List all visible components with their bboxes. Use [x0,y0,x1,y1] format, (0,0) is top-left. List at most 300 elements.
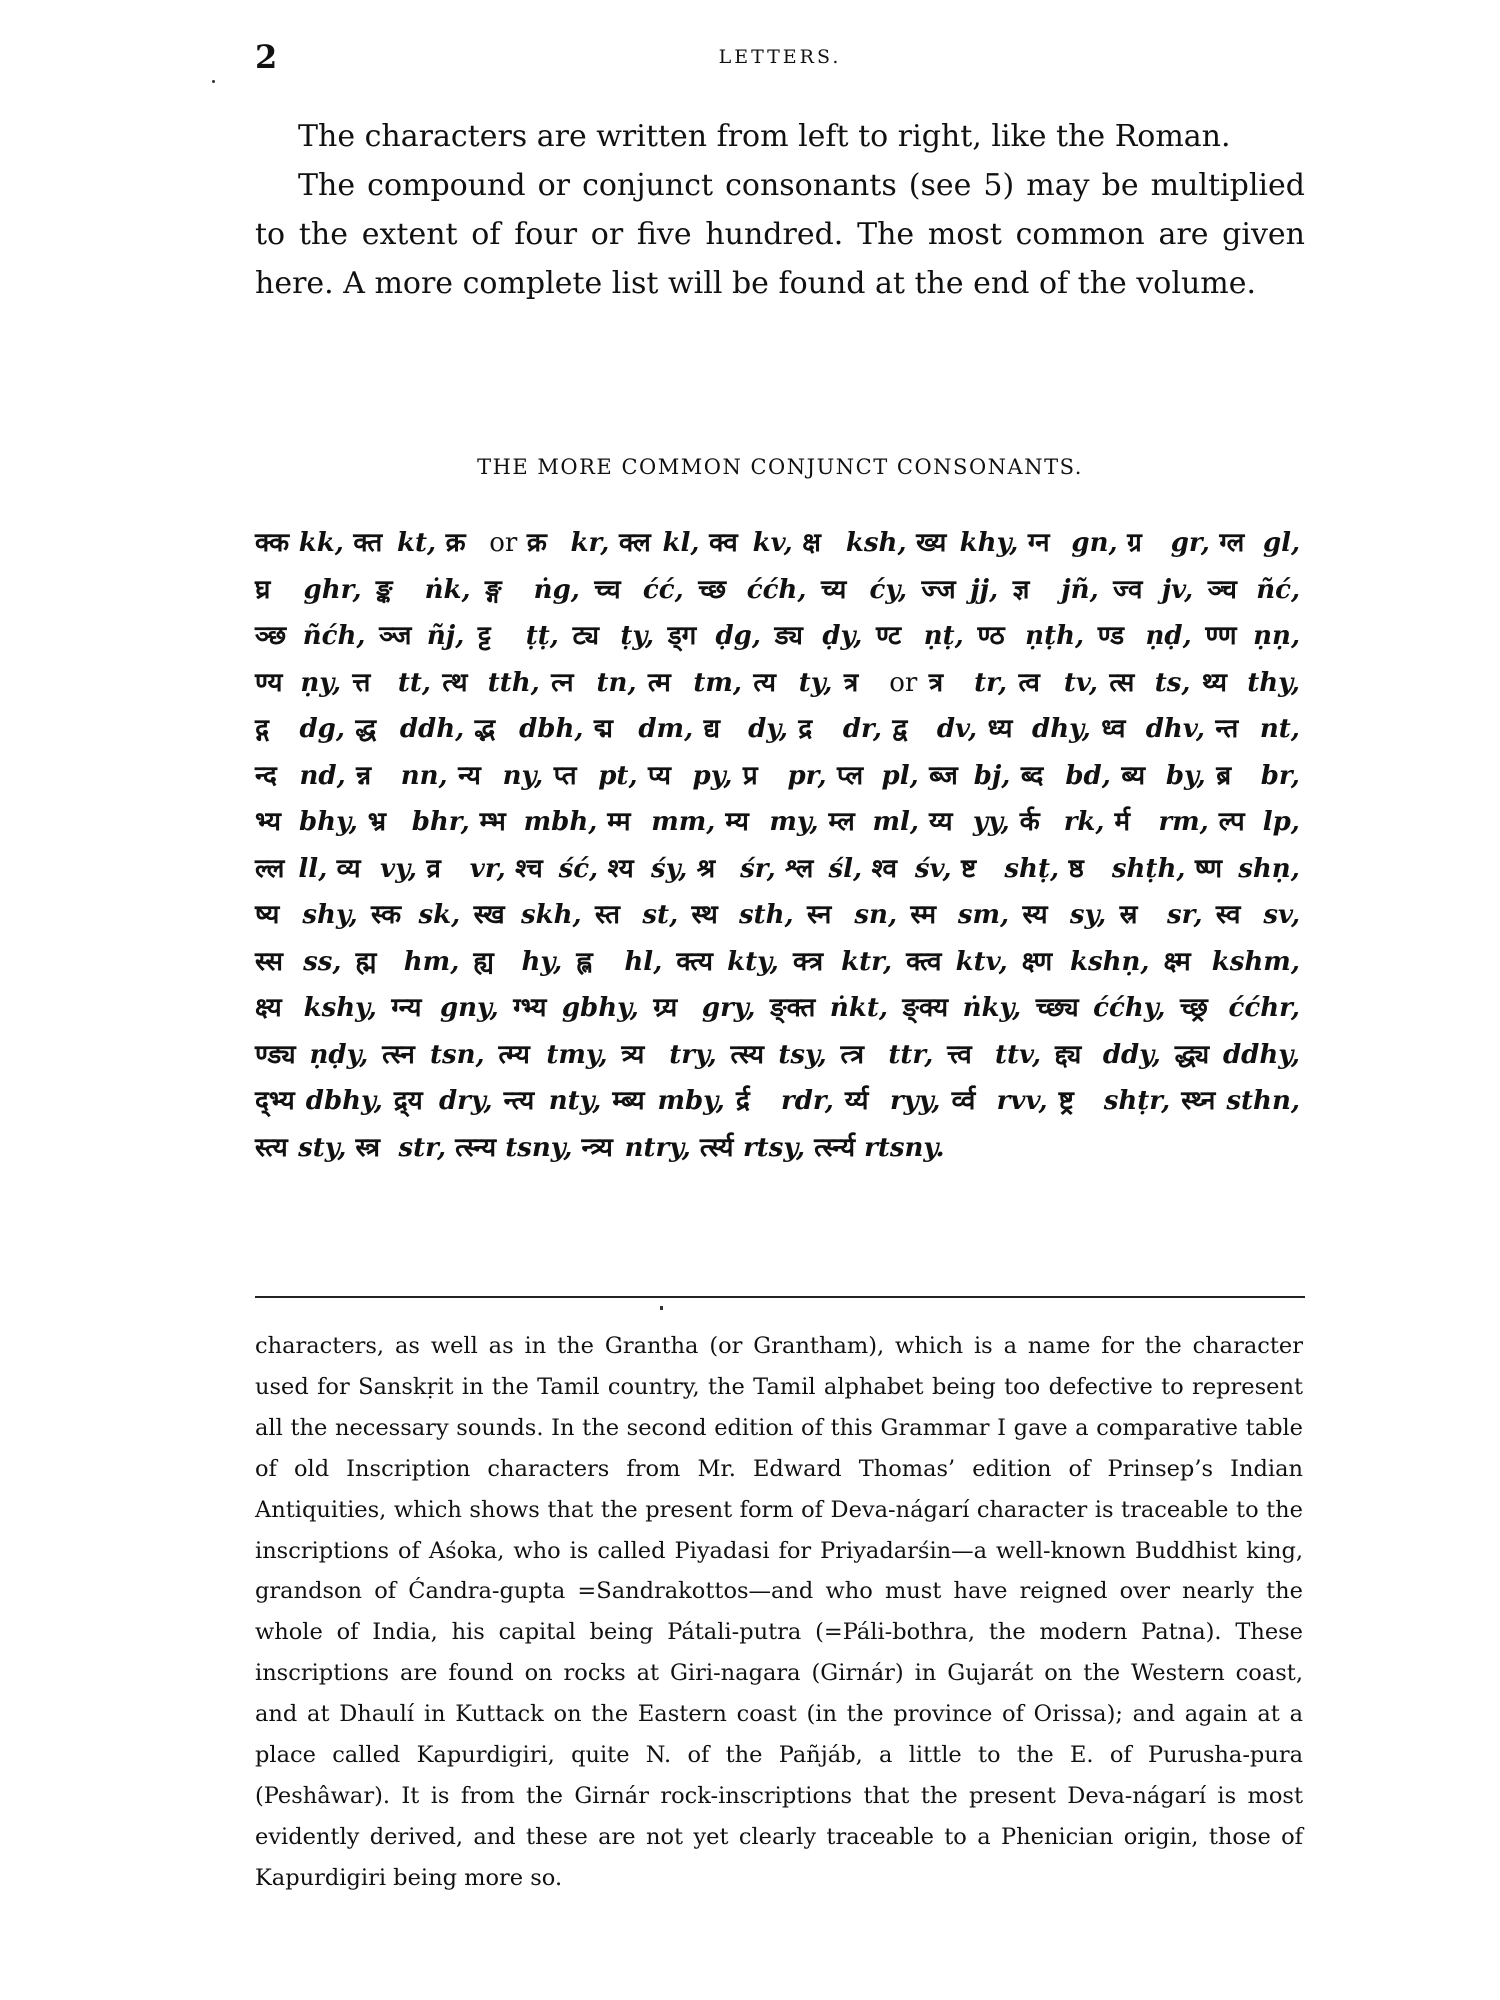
devanagari-conjunct: त्स्न्य [455,1132,497,1163]
transliteration: tm [693,667,733,698]
devanagari-conjunct: न्त्र्य [581,1132,613,1163]
page-number: 2 [255,38,278,76]
devanagari-conjunct: र्व्व [951,1086,976,1116]
devanagari-conjunct: ग्न [1027,528,1050,558]
devanagari-conjunct: थ्य [1201,667,1227,698]
conjunct-entry: ष्ट shṭ, [961,854,1059,884]
devanagari-conjunct: ङ्ग [485,574,502,605]
conjunct-entry: स्म sm, [910,900,1009,930]
transliteration: shy [302,900,349,930]
conjunct-entry: क्व kv, [709,528,793,558]
transliteration: dm [638,714,685,744]
devanagari-conjunct: स्त्य [255,1132,288,1163]
conjunct-entry: ब्ज bj, [929,761,1010,791]
transliteration: gl [1262,528,1292,558]
devanagari-conjunct: ग्न्य [391,993,422,1023]
conjunct-entry: श्ल śl, [785,854,862,884]
devanagari-conjunct: र्द्र [735,1086,750,1116]
devanagari-conjunct: ह्ल [576,946,593,977]
conjunct-entry: ञ्छ ñćh, [255,621,365,651]
conjunct-entry: स्त st, [595,900,678,930]
conjunct-entry: श्र śr, [697,854,776,884]
devanagari-conjunct: श्र [696,853,716,884]
transliteration: jv [1161,574,1185,605]
transliteration: ttr [888,1039,925,1070]
intro-paragraph-2: The compound or conjunct consonants (see 5) may be multiplied to the extent of four or five hundred. The most common are given here. A more complete list will be found at the end of the volume. [255,168,1305,301]
transliteration: hy [521,946,554,977]
devanagari-conjunct: श्व [871,853,897,884]
devanagari-conjunct: ष्ण [1194,853,1223,884]
devanagari-conjunct: स्य [1022,900,1048,930]
conjunct-entry: न्द nd, [255,761,346,791]
devanagari-conjunct: म्ल [828,807,855,837]
footnote-text: characters, as well as in the Grantha (or Grantham), which is a name for the character used for Sanskṛit in the Tamil country, the Tamil alphabet being too defective to represent all the necessary sounds. In the second edition of this Grammar I gave a comparative table of old Inscription characters from Mr. Edward Thomas’ edition of Prinsep’s Indian Antiquities, which shows that the present form of Deva-nágarí character is traceable to the inscriptions of Aśoka, who is called Piyadasi for Priyadarśin—a well-known Buddhist king, grandson of Ćandra-gupta =Sandrakottos—and who must have reigned over nearly the whole of India, his capital being Pátali-putra (=Páli-bothra, the modern Patna). These inscriptions are found on rocks at Giri-nagara (Girnár) in Gujarát on the Western coast, and at Dhaulí in Kuttack on the Eastern coast (in the province of Orissa); and again at a place called Kapurdigiri, quite N. of the Pañjáb, a little to the E. of Purusha-pura (Peshâwar). It is from the Girnár rock-inscriptions that the present Deva-nágarí is most evidently derived, and these are not yet clearly traceable to a Phenician origin, those of Kapurdigiri being more so. [255,1333,1303,1891]
devanagari-conjunct: ष्य [255,900,280,930]
transliteration: sy [1069,900,1098,930]
devanagari-conjunct: ण्ठ [977,621,1005,651]
devanagari-conjunct: क्त [353,528,383,558]
devanagari-conjunct: र्क [1019,807,1040,837]
transliteration: kty [727,946,770,977]
conjunct-entry: क्ष ksh, [802,528,906,558]
devanagari-conjunct: म्य [725,807,749,837]
devanagari-conjunct: य्य [928,807,953,837]
transliteration: vr [469,853,497,884]
conjunct-entry: क्क kk, [255,528,344,558]
transliteration: nt [1259,714,1291,744]
transliteration: mm [651,807,707,837]
transliteration: hl [624,946,654,977]
conjunct-entry: द्म dm, [594,714,693,744]
transliteration: ss [303,946,333,977]
conjunct-entry: श्य śy, [608,854,688,884]
transliteration: ććh [746,574,798,605]
devanagari-conjunct: घ्र [255,574,271,605]
transliteration: ttv [995,1039,1033,1070]
conjunct-entry: द्भ्य dbhy, [255,1086,383,1116]
devanagari-conjunct: ध्य [987,714,1013,744]
conjunct-entry: स्क sk, [371,900,460,930]
devanagari-conjunct: स्र [1119,900,1138,930]
devanagari-conjunct: ल्ल [255,853,285,884]
transliteration: gry [701,993,747,1023]
devanagari-conjunct: च्च [594,574,621,605]
transliteration: sr [1166,900,1194,930]
transliteration: jñ [1061,574,1090,605]
devanagari-conjunct: प्र [742,760,758,791]
transliteration: ṅg [533,574,571,605]
devanagari-conjunct: क्त्व [906,946,942,977]
transliteration: lp [1262,807,1291,837]
transliteration: tmy [546,1039,599,1070]
conjunct-entry: ट्ट ṭṭ, [478,621,559,651]
page-header [255,38,1305,88]
devanagari-conjunct: म्भ [479,807,506,837]
conjunct-entry: म्ल ml, [829,807,919,837]
transliteration: ksh [845,528,898,558]
transliteration: śv [914,853,943,884]
conjunct-entry: र्य्य ryy, [845,1086,941,1116]
conjunct-entry: त्य ty, [753,668,832,698]
conjunct-entry: श्च ść, [515,854,598,884]
transliteration: kv [752,528,784,558]
conjunct-entry: द्भ dbh, [475,714,584,744]
conjunct-entry: ष्ण shṇ, [1195,854,1300,884]
conjunct-entry: ट्य ṭy, [573,621,654,651]
transliteration: kshy [303,993,368,1023]
devanagari-conjunct: ण्ड्य [255,1039,296,1070]
devanagari-conjunct: द्म [593,714,613,744]
transliteration: ććhy [1093,993,1157,1023]
transliteration: hm [403,946,451,977]
transliteration: py [692,760,724,791]
transliteration: kshṇ [1069,946,1141,977]
conjunct-entry: त्न tn, [551,668,636,698]
transliteration: ty [798,667,824,698]
devanagari-conjunct: ह्य [473,946,494,977]
transliteration: ñćh [302,621,357,651]
transliteration: sth [738,900,785,930]
transliteration: pl [881,760,910,791]
devanagari-conjunct: त्म्य [498,1039,530,1070]
conjunct-entry: ज्ज jj, [922,575,999,605]
devanagari-conjunct: ग्भ्य [513,993,547,1023]
devanagari-conjunct: स्थ [691,900,718,930]
devanagari-conjunct: प्ल [837,760,864,791]
devanagari-conjunct: ज्ञ [1012,574,1030,605]
conjunct-entry: क्त्य kty, [676,947,778,977]
conjunct-entry: य्य yy, [929,807,1010,837]
transliteration: ćy [869,574,898,605]
devanagari-conjunct: क्व [709,528,738,558]
devanagari-conjunct: त्त [352,667,371,698]
transliteration: rk [1063,807,1096,837]
section-heading: THE MORE COMMON CONJUNCT CONSONANTS. [477,455,1083,479]
transliteration: tn [596,667,628,698]
devanagari-conjunct: व्र [426,853,441,884]
conjunct-entry: स्य sy, [1022,900,1106,930]
devanagari-conjunct: न्द [255,760,277,791]
transliteration: my [769,807,810,837]
conjunct-entry: त्त्व ttv, [947,1040,1041,1070]
transliteration: kk [298,528,335,558]
devanagari-conjunct: ब्ज [929,760,958,791]
conjunct-entry: क्ष्ण kshṇ, [1022,947,1150,977]
transliteration: ṇṭ [923,621,955,651]
conjunct-entry: ग्न्य gny, [391,993,498,1023]
devanagari-conjunct: ग्र [1127,528,1142,558]
devanagari-conjunct: त्त्व [947,1039,972,1070]
conjunct-entry: म्ब्य mby, [612,1086,724,1116]
transliteration: ććhr [1228,993,1291,1023]
conjunct-entry: ग्न gn, [1028,528,1118,558]
conjunct-entry: च्छ ććh, [698,575,806,605]
conjunct-entry: र्व्व rvv, [952,1086,1048,1116]
conjunct-entry: क्ल kl, [619,528,700,558]
devanagari-conjunct: म्म [607,807,631,837]
devanagari-conjunct: ञ्ज [379,621,412,651]
conjunct-entry: ज्ञ jñ, [1013,575,1099,605]
devanagari-conjunct: स्क [371,900,402,930]
conjunct-entry: न्त nt, [1215,714,1299,744]
conjunct-entry: ण्ड ṇḍ, [1098,621,1192,651]
conjunct-entry: ड्ग ḍg, [668,621,761,651]
conjunct-entry: च्च ćć, [594,575,683,605]
conjunct-entry: म्म mm, [607,807,715,837]
devanagari-conjunct: ज्व [1113,574,1143,605]
devanagari-conjunct: च्य [820,574,847,605]
devanagari-conjunct: द्ग [255,714,269,744]
transliteration: ṅky [962,993,1013,1023]
transliteration: tr [974,667,998,698]
conjunct-entry: त्स ts, [1109,668,1190,698]
conjunct-entry: ण्ठ ṇṭh, [977,621,1084,651]
transliteration: ṭy [620,621,645,651]
transliteration: śl [828,853,853,884]
conjunct-entry: ग्र gr, [1127,528,1210,558]
conjunct-entry: ब्य by, [1121,761,1205,791]
conjunct-entry: ङ्क्य ṅky, [902,993,1021,1023]
or-label: or [889,667,918,698]
devanagari-conjunct: द्व [892,714,908,744]
transliteration: nty [548,1086,593,1116]
transliteration: nd [299,760,337,791]
conjunct-entry: ष्य shy, [255,900,358,930]
transliteration: shṇ [1238,853,1291,884]
devanagari-conjunct: ट्य [572,621,599,651]
conjunct-entry: ख्य khy, [916,528,1018,558]
devanagari-conjunct: स्त [595,900,620,930]
transliteration: śy [650,853,679,884]
devanagari-conjunct: स्ख [473,900,505,930]
transliteration: ñj [426,621,456,651]
devanagari-conjunct: भ्र [367,807,387,837]
conjunct-entry: त्स्न tsn, [382,1040,484,1070]
devanagari-conjunct: द्भ [474,714,496,744]
transliteration: gny [439,993,490,1023]
transliteration: bd [1065,760,1102,791]
conjunct-entry: ष्ठ shṭh, [1068,854,1185,884]
conjunct-entry: ह्म hm, [356,947,460,977]
conjunct-entry: र्म rm, [1114,807,1208,837]
conjunct-entry: स्त्र str, [355,1133,446,1163]
conjunct-entry: त्स्य tsy, [730,1040,826,1070]
transliteration: ść [558,853,590,884]
conjunct-entry: ध्व dhv, [1101,714,1205,744]
devanagari-conjunct: र्म [1114,807,1131,837]
devanagari-conjunct: त्त्र [840,1039,864,1070]
conjunct-entry: त्र्य try, [621,1040,716,1070]
transliteration: bj [973,760,1002,791]
conjunct-entry: द्य dy, [704,714,788,744]
devanagari-conjunct: द्द्य [1054,1039,1082,1070]
transliteration: ṅkt [829,993,879,1023]
devanagari-conjunct: स्म [910,900,937,930]
devanagari-conjunct: द्य [703,714,720,744]
conjunct-entry: द्र्य dry, [394,1086,493,1116]
transliteration: kt [396,528,427,558]
devanagari-conjunct: ङ्क [376,574,393,605]
conjunct-entry: द्ध्य ddhy, [1175,1040,1300,1070]
transliteration: khy [959,528,1010,558]
devanagari-conjunct: द्भ्य [255,1086,295,1116]
transliteration: shṭh [1111,853,1177,884]
conjunct-entry: ल्ल ll, [255,854,327,884]
conjunct-entry: त्व tv, [1018,668,1097,698]
devanagari-conjunct: त्थ [442,667,468,698]
transliteration: pr [787,760,818,791]
conjunct-entry: ण्य ṇy, [255,668,341,698]
transliteration: dhv [1145,714,1196,744]
running-title: LETTERS. [718,46,842,68]
transliteration: mby [657,1086,716,1116]
intro-paragraph-1: The characters are written from left to right, like the Roman. [298,119,1231,154]
devanagari-conjunct: र्त्स्य [699,1132,734,1163]
devanagari-conjunct: ष्ट्र [1058,1086,1074,1116]
transliteration: ddy [1102,1039,1152,1070]
devanagari-conjunct: स्स [255,946,283,977]
margin-mark [212,80,215,83]
transliteration: ḍy [822,621,854,651]
devanagari-conjunct: ण्ट [875,621,902,651]
devanagari-conjunct: स्न [806,900,832,930]
conjunct-entry: क्त्व ktv, [906,947,1008,977]
transliteration: tt [397,667,422,698]
transliteration: ktv [955,946,999,977]
transliteration: ny [502,760,535,791]
devanagari-conjunct: ण्ण [1205,621,1237,651]
devanagari-conjunct: द्र्य [393,1086,423,1116]
devanagari-conjunct: न्त [1215,714,1239,744]
devanagari-conjunct: ट्ट [478,621,491,651]
conjunct-entry: ब्र br, [1216,761,1300,791]
devanagari-conjunct: च्छ [698,574,726,605]
devanagari-conjunct: ड्ग [667,621,697,651]
conjunct-entry: ल्प lp, [1219,807,1300,837]
transliteration: skh [520,900,573,930]
transliteration: kr [570,528,601,558]
transliteration: pt [598,760,629,791]
devanagari-conjunct: च्छ्य [1035,993,1079,1023]
transliteration: sv [1263,900,1291,930]
transliteration: shṭ [1004,853,1050,884]
conjunct-entry: ञ्ज ñj, [379,621,464,651]
devanagari-conjunct: त्र [843,667,859,698]
conjunct-entry: स्थ्न sthn, [1181,1086,1300,1116]
conjunct-entry: त्र or त्र tr, [844,668,1007,698]
devanagari-conjunct: क्ष्य [255,993,282,1023]
transliteration: yy [972,807,1001,837]
intro-text [255,112,1305,308]
conjunct-entry: ण्ट ṇṭ, [876,621,964,651]
conjunct-entry: क्त्र ktr, [793,947,892,977]
conjunct-entry: र्क rk, [1020,807,1105,837]
transliteration: st [642,900,670,930]
conjunct-entry: त्म्य tmy, [498,1040,607,1070]
conjunct-entry: स्न sn, [807,900,897,930]
conjunct-entry: त्त tt, [352,668,431,698]
devanagari-conjunct: ड्य [774,621,803,651]
conjunct-entry: त्त्र ttr, [841,1040,934,1070]
conjunct-entry: स्व sv, [1216,900,1300,930]
devanagari-conjunct: श्ल [785,853,814,884]
transliteration: thy [1247,667,1291,698]
transliteration: ddhy [1222,1039,1291,1070]
devanagari-conjunct: भ्य [255,807,281,837]
conjunct-entry: द्ग dg, [255,714,345,744]
transliteration: ṇṭh [1025,621,1075,651]
conjunct-entry: र्द्र rdr, [736,1086,834,1116]
footnote-divider [255,1296,1305,1298]
footnote [255,1326,1303,1899]
devanagari-conjunct: स्थ्न [1181,1086,1216,1116]
transliteration: sk [418,900,452,930]
transliteration: dhy [1032,714,1082,744]
devanagari-conjunct: त्य [753,667,776,698]
devanagari-conjunct: स्त्र [355,1132,380,1163]
conjunct-entry: क्ष्म kshm, [1164,947,1300,977]
transliteration: mbh [523,807,589,837]
conjunct-entry: ड्य ḍy, [775,621,863,651]
devanagari-conjunct: द्ध्य [1174,1039,1210,1070]
conjunct-entry: स्त्य sty, [255,1133,346,1163]
conjunct-entry: प्य py, [648,761,732,791]
transliteration: dry [438,1086,484,1116]
devanagari-conjunct: ञ्छ [255,621,287,651]
transliteration: sty [298,1132,338,1163]
devanagari-conjunct: क्र [445,528,466,558]
transliteration: dy [748,714,779,744]
devanagari-conjunct: ब्द [1020,760,1044,791]
divider-mark [660,1306,663,1310]
devanagari-conjunct: म्ब्य [612,1086,645,1116]
transliteration: ml [872,807,910,837]
transliteration: by [1165,760,1197,791]
conjunct-entry: च्छ्र ććhr, [1180,993,1300,1023]
transliteration: bhr [411,807,461,837]
conjunct-entry: ञ्च ñć, [1208,575,1300,605]
conjunct-entry: त्स्न्य tsny, [455,1133,572,1163]
conjunct-entry: न्य ny, [458,761,543,791]
devanagari-conjunct: ल्प [1218,807,1245,837]
devanagari-conjunct: त्स [1109,667,1135,698]
transliteration: tth [487,667,531,698]
conjunct-entry: द्र dr, [798,714,882,744]
devanagari-conjunct: श्य [607,853,634,884]
devanagari-conjunct: ज्ज [921,574,956,605]
devanagari-conjunct: त्स्न [382,1039,415,1070]
transliteration: dbh [519,714,575,744]
transliteration: gn [1071,528,1109,558]
conjunct-entry: ङ्क्त ṅkt, [770,993,888,1023]
transliteration: kl [662,528,691,558]
transliteration: bhy [298,807,349,837]
transliteration: ṇḍ [1145,621,1183,651]
transliteration: kshm [1211,946,1291,977]
transliteration: nn [400,760,439,791]
devanagari-conjunct: न्न [356,760,372,791]
transliteration: sm [957,900,1000,930]
conjunct-entry: ण्ड्य ṇḍy, [255,1040,368,1070]
transliteration: rvv [996,1086,1039,1116]
devanagari-conjunct: र्य्य [844,1086,869,1116]
transliteration: try [669,1039,708,1070]
transliteration: tsy [778,1039,818,1070]
conjunct-entry: न्त्य nty, [504,1086,602,1116]
transliteration: ñć [1256,574,1292,605]
devanagari-conjunct: न्य [458,760,481,791]
conjunct-entry: ह्य hy, [473,947,562,977]
